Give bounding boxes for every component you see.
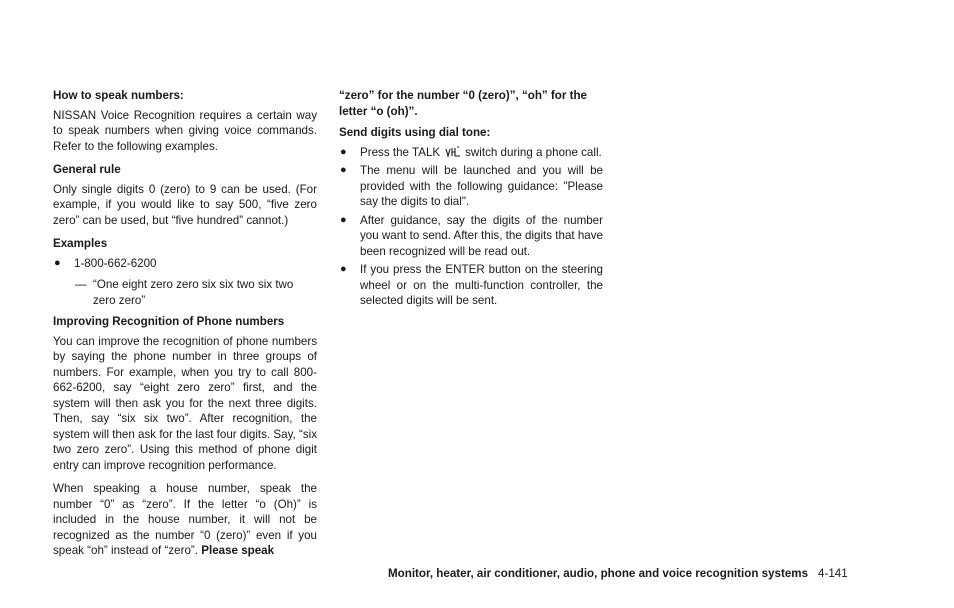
list-item	[339, 213, 603, 260]
page-number: 4-141	[818, 567, 848, 580]
bullet-text: After guidance, say the digits of the number you want to send. After this, the digits that have been recognized will be read out.	[360, 213, 603, 258]
bullet-icon: ●	[340, 213, 347, 226]
heading-general-rule: General rule	[53, 163, 121, 176]
page-footer	[388, 566, 848, 581]
examples-list	[53, 256, 317, 272]
bullet-text: If you press the ENTER button on the steering wheel or on the multi-function controller, the selected digits will be sent.	[360, 263, 603, 307]
send-digits-list	[339, 145, 603, 309]
paragraph-continued: “zero” for the number “0 (zero)”, “oh” for the letter “o (oh)”.	[339, 89, 587, 118]
list-item	[53, 256, 317, 272]
list-item	[339, 163, 603, 210]
bullet-text: switch during a phone call.	[465, 145, 602, 159]
right-column	[339, 88, 603, 315]
example-spoken-text: “One eight zero zero six six two six two zero zero”	[93, 278, 294, 307]
bullet-icon: ●	[54, 256, 61, 269]
heading-how-to-speak-numbers: How to speak numbers:	[53, 89, 184, 102]
bullet-icon: ●	[340, 145, 347, 158]
house-number-text: When speaking a house number, speak the number “0” as “zero”. If the letter “o (Oh)” is included in the house number, it will not be recognized as the number “0 (zero)” even if you speak “oh” instead of “zero”.	[53, 482, 317, 557]
house-number-bold-text: Please speak	[201, 544, 275, 557]
paragraph-improving: You can improve the recognition of phone numbers by saying the phone number in three groups of numbers. For example, when you try to call 800-662-6200, say “eight zero zero” first, and the system will then ask you for the next three digits. Then, say “six six two”. After recognition, the system will then ask for the last four digits. Say, “six two zero zero”. Using this method of phone digit entry can improve recognition performance.	[53, 334, 317, 472]
paragraph-intro: NISSAN Voice Recognition requires a certain way to speak numbers when giving voice commands. Refer to the following examples.	[53, 108, 317, 153]
footer-section-title: Monitor, heater, air conditioner, audio, phone and voice recognition systems	[388, 567, 809, 580]
paragraph-general-rule: Only single digits 0 (zero) to 9 can be used. (For example, if you would like to say 500, “five zero zero” can be used, but “five hundred” cannot.)	[53, 182, 317, 227]
example-number: 1-800-662-6200	[74, 256, 157, 270]
bullet-icon: ●	[340, 164, 347, 176]
example-spoken-form	[53, 277, 317, 308]
list-item	[339, 145, 603, 161]
dash-marker: —	[75, 278, 87, 291]
heading-improving-recognition: Improving Recognition of Phone numbers	[53, 315, 285, 328]
left-column	[53, 88, 317, 567]
bullet-text: The menu will be launched and you will be provided with the following guidance: "Please say the digits to dial".	[360, 164, 603, 208]
heading-examples: Examples	[53, 237, 108, 250]
heading-send-digits: Send digits using dial tone:	[339, 126, 491, 139]
bullet-text: Press the TALK	[360, 145, 441, 159]
paragraph-house-number	[53, 481, 317, 559]
bullet-icon: ●	[340, 263, 347, 275]
talk-switch-icon	[444, 146, 462, 158]
list-item	[339, 262, 603, 309]
